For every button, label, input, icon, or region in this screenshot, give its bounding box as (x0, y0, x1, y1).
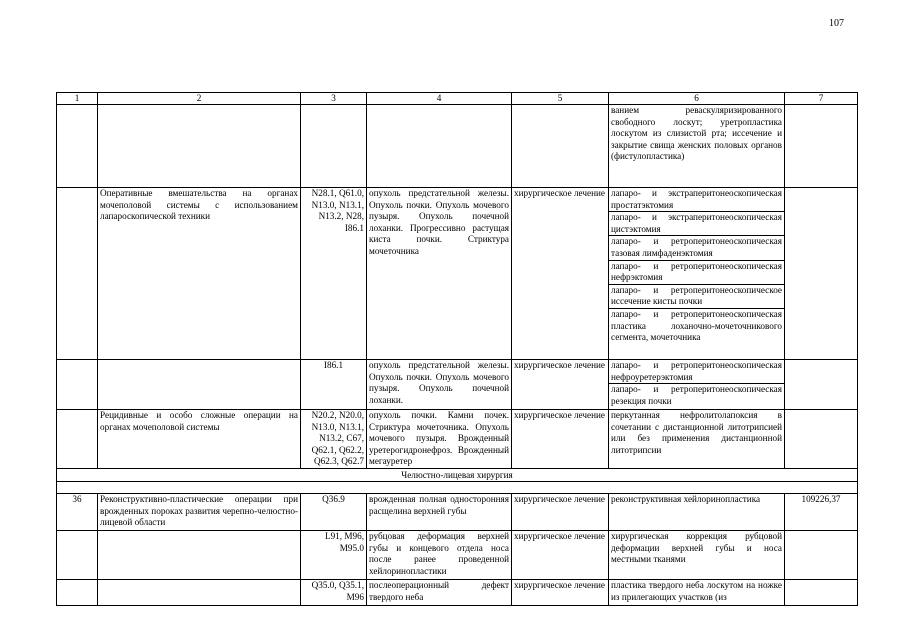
care-name-cell: Реконструктивно-пластические операции при врожденных пороках развития черепно-челюстно-лицевой области (98, 494, 301, 531)
method-cell: ванием реваскуляризированного свободного лоскут; уретропластика лоскутом из слизистой рта; иссечение и закрытие свища женских половых органов (фистулопластика) (609, 105, 785, 188)
care-name-cell: Оперативные вмешательства на органах мочеполовой системы с использованием лапароскопической техники (98, 188, 301, 360)
table-row (57, 482, 858, 494)
patient-model-cell: опухоль предстательной железы. Опухоль почки. Опухоль мочевого пузыря. Опухоль почечной лоханки. Прогрессивно растущая киста почки. Стриктура мочеточника (367, 188, 512, 360)
cost-cell (785, 188, 858, 360)
icd-codes-cell: I86.1 (301, 360, 367, 410)
table-row (57, 531, 858, 580)
care-name-cell (98, 531, 301, 580)
cost-cell (785, 360, 858, 410)
method-item: лапаро- и ретроперитонеоскопическая нефрэктомия (609, 261, 784, 285)
header-cell: 3 (301, 93, 367, 105)
cost-cell (785, 410, 858, 469)
icd-codes-cell: Q36.9 (301, 494, 367, 531)
treatment-type-cell: хирургическое лечение (512, 410, 609, 469)
treatment-type-cell: хирургическое лечение (512, 531, 609, 580)
patient-model-cell: опухоль предстательной железы. Опухоль почки. Опухоль мочевого пузыря. Опухоль почечной лоханки. (367, 360, 512, 410)
header-row (57, 93, 858, 105)
treatment-type-cell: хирургическое лечение (512, 188, 609, 360)
method-cell (609, 360, 785, 410)
row-number-cell (57, 531, 98, 580)
patient-model-cell (367, 105, 512, 188)
treatment-type-cell: хирургическое лечение (512, 360, 609, 410)
table-row (57, 360, 858, 410)
spacer-row (57, 482, 858, 494)
header-cell: 7 (785, 93, 858, 105)
icd-codes-cell: N28.1, Q61.0, N13.0, N13.1, N13.2, N28, I86.1 (301, 188, 367, 360)
header-cell: 6 (609, 93, 785, 105)
method-item: лапаро- и ретроперитонеоскопическая нефроуретерэктомия (609, 360, 784, 384)
cost-cell (785, 580, 858, 606)
header-cell: 5 (512, 93, 609, 105)
table-row (57, 580, 858, 606)
section-title: Челюстно-лицевая хирургия (57, 469, 858, 482)
table-row (57, 494, 858, 531)
cost-cell (785, 105, 858, 188)
patient-model-cell: рубцовая деформация верхней губы и концевого отдела носа после ранее проведенной хейлоринопластики (367, 531, 512, 580)
header-cell: 1 (57, 93, 98, 105)
row-number-cell (57, 360, 98, 410)
table-row (57, 410, 858, 469)
row-number-cell (57, 105, 98, 188)
care-name-cell (98, 105, 301, 188)
method-cell: хирургическая коррекция рубцовой деформации верхней губы и носа местными тканями (609, 531, 785, 580)
table-row (57, 105, 858, 188)
patient-model-cell: опухоль почки. Камни почек. Стриктура мочеточника. Опухоль мочевого пузыря. Врожденный уретерогидронефроз. Врожденный мегауретер (367, 410, 512, 469)
care-name-cell (98, 580, 301, 606)
cost-cell: 109226,37 (785, 494, 858, 531)
icd-codes-cell: Q35.0, Q35.1, M96 (301, 580, 367, 606)
page-number: 107 (829, 18, 844, 29)
table-row (57, 188, 858, 360)
patient-model-cell: врожденная полная односторонняя расщелина верхней губы (367, 494, 512, 531)
method-item: лапаро- и ретроперитонеоскопическая тазовая лимфаденэктомия (609, 236, 784, 260)
icd-codes-cell: N20.2, N20.0, N13.0, N13.1, N13.2, C67, Q62.1, Q62.2, Q62.3, Q62.7 (301, 410, 367, 469)
icd-codes-cell (301, 105, 367, 188)
row-number-cell (57, 580, 98, 606)
medical-care-table (56, 92, 858, 606)
row-number-cell (57, 410, 98, 469)
method-cell: пластика твердого неба лоскутом на ножке из прилегающих участков (из (609, 580, 785, 606)
row-number-cell: 36 (57, 494, 98, 531)
method-item: лапаро- и экстраперитонеоскопическая простатэктомия (609, 188, 784, 212)
method-cell: реконструктивная хейлоринопластика (609, 494, 785, 531)
method-item: лапаро- и экстраперитонеоскопическая цистэктомия (609, 212, 784, 236)
method-item: лапаро- и ретроперитонеоскопическое иссечение кисты почки (609, 285, 784, 309)
treatment-type-cell: хирургическое лечение (512, 494, 609, 531)
header-cell: 2 (98, 93, 301, 105)
row-number-cell (57, 188, 98, 360)
patient-model-cell: послеоперационный дефект твердого неба (367, 580, 512, 606)
care-name-cell: Рецидивные и особо сложные операции на органах мочеполовой системы (98, 410, 301, 469)
section-row (57, 469, 858, 482)
method-item: лапаро- и ретроперитонеоскопическая пластика лоханочно-мочеточникового сегмента, мочеточника (611, 308, 782, 343)
care-name-cell (98, 360, 301, 410)
header-cell: 4 (367, 93, 512, 105)
icd-codes-cell: L91, M96, M95.0 (301, 531, 367, 580)
method-cell (609, 188, 785, 360)
treatment-type-cell (512, 105, 609, 188)
method-cell: перкутанная нефролитолапоксия в сочетании с дистанционной литотрипсией или без применения дистанционной литотрипсии (609, 410, 785, 469)
cost-cell (785, 531, 858, 580)
method-item: лапаро- и ретроперитонеоскопическая резекция почки (611, 384, 782, 406)
treatment-type-cell: хирургическое лечение (512, 580, 609, 606)
